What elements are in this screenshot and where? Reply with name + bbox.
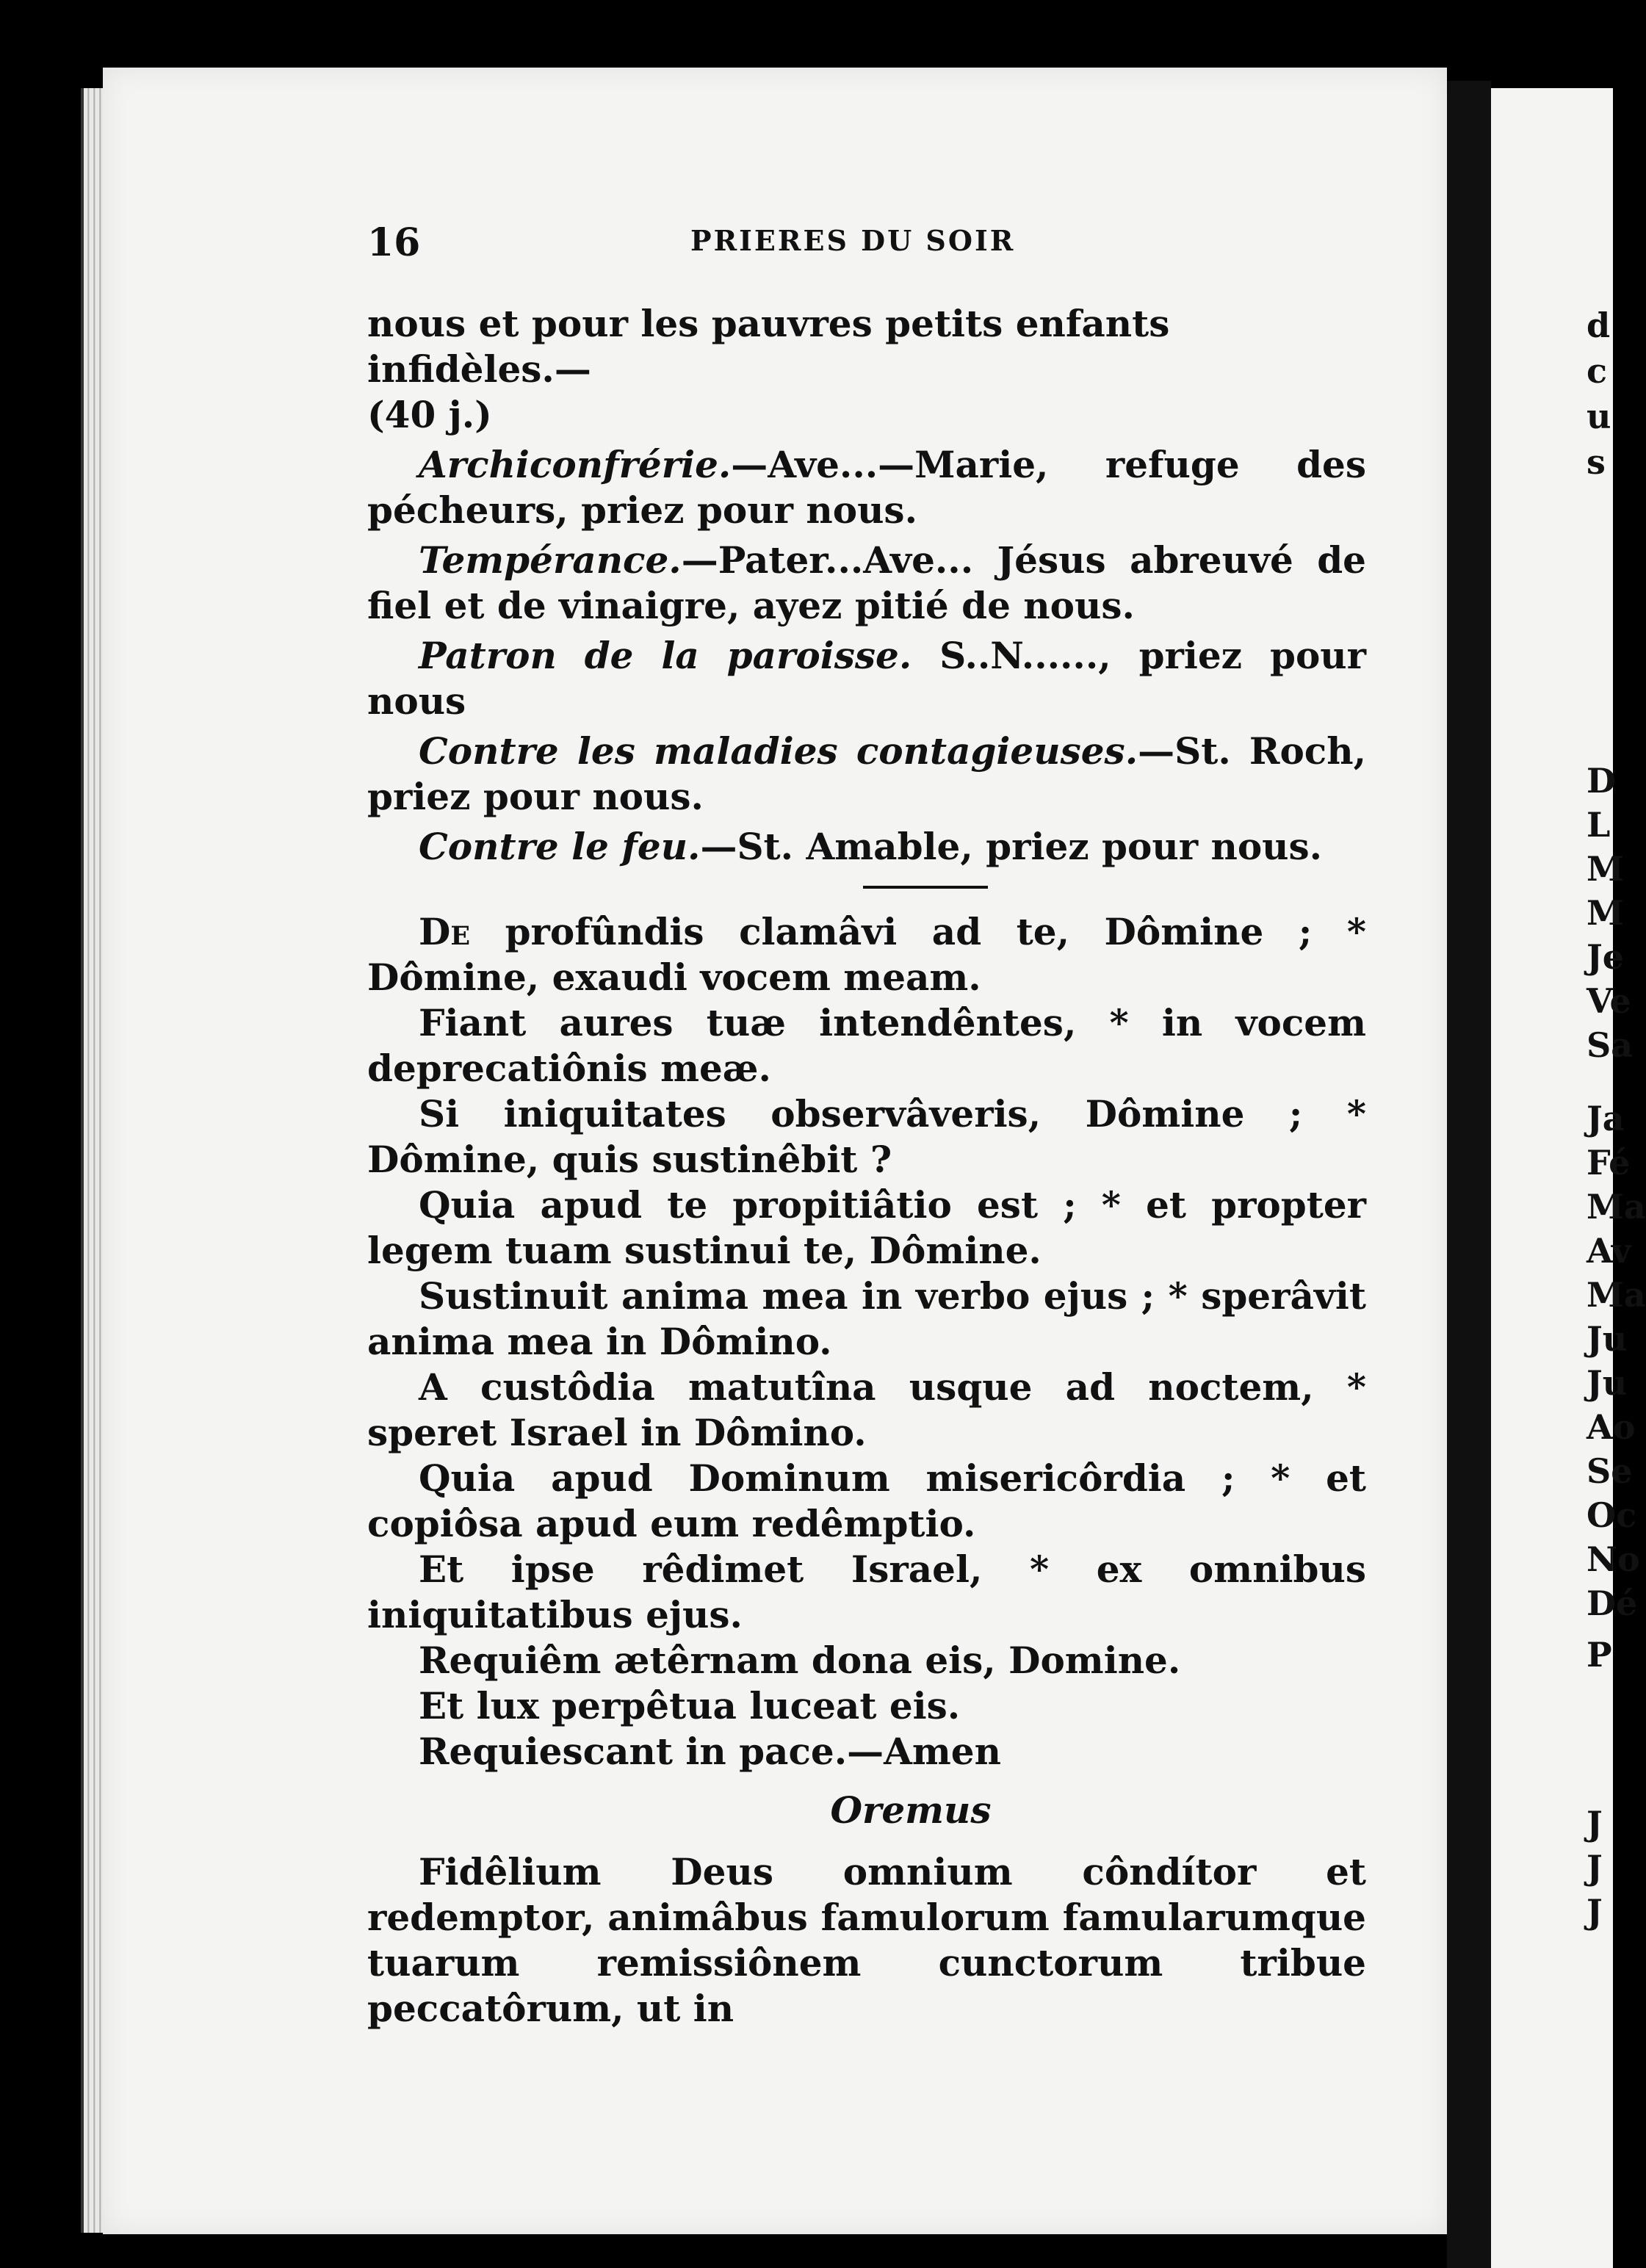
invocation — [367, 824, 1366, 870]
invocation-label: Contre le feu. — [419, 825, 701, 868]
psalm-opening-text: profûndis clamâvi ad te, Dômine ; * Dômine, exaudi vocem meam. — [367, 910, 1366, 999]
page-body — [367, 301, 1366, 2032]
invocation — [367, 442, 1366, 533]
refrain-line: Et lux perpêtua luceat eis. — [419, 1684, 961, 1727]
section-rule — [863, 886, 988, 889]
facing-page-fragment: D — [1587, 761, 1616, 801]
book-gutter — [1447, 81, 1491, 2268]
facing-page-fragment: Ju — [1587, 1363, 1628, 1403]
invocation — [367, 538, 1366, 629]
psalm-verse: Et ipse rêdimet Israel, * ex omnibus iniquitatibus ejus. — [367, 1547, 1366, 1636]
facing-page-fragment: Ja — [1587, 1099, 1625, 1138]
invocation-text: —Pater...Ave... Jésus abreuvé de fiel et de vinaigre, ayez pitié de nous. — [367, 538, 1366, 627]
facing-page-fragment: Sa — [1587, 1025, 1634, 1065]
facing-page-fragment: Dé — [1587, 1583, 1638, 1623]
intro-line-1: nous et pour les pauvres petits enfants infidèles.— — [367, 302, 1170, 391]
facing-page-fragment: M — [1587, 849, 1624, 889]
refrain-line: Requiêm ætêrnam dona eis, Domine. — [419, 1639, 1181, 1682]
facing-page-fragment: u — [1587, 397, 1611, 436]
invocation — [367, 729, 1366, 820]
facing-page-fragment: Ao — [1587, 1407, 1636, 1447]
page-number: 16 — [367, 220, 421, 265]
facing-page-fragment: s — [1587, 442, 1606, 482]
psalm-opening — [367, 909, 1366, 1000]
invocation-text: —Ave...—Marie, refuge des pécheurs, priez pour nous. — [367, 443, 1366, 532]
invocation — [367, 633, 1366, 724]
invocation-label: Tempérance. — [419, 538, 682, 582]
facing-page-fragment: Ma — [1587, 1187, 1646, 1227]
intro-paragraph — [367, 301, 1366, 438]
facing-page-fragment: P — [1587, 1635, 1612, 1675]
facing-page-fragment: Ju — [1587, 1319, 1628, 1359]
invocation-label: Archiconfrérie. — [419, 443, 732, 486]
facing-page-fragment: Ve — [1587, 981, 1631, 1021]
facing-page-fragment: Je — [1587, 937, 1625, 977]
psalm-verse: Sustinuit anima mea in verbo ejus ; * sperâvit anima mea in Dômino. — [367, 1274, 1366, 1363]
facing-page-fragment: Fé — [1587, 1143, 1631, 1182]
oremus-prayer: Fidêlium Deus omnium côndítor et redemptor, animâbus famulorum famularumque tuarum remissiônem cunctorum tribue peccatôrum, ut in — [367, 1850, 1366, 2030]
psalm-initial: De — [419, 910, 471, 953]
facing-page-fragment: L — [1587, 805, 1611, 845]
psalm-verse: Quia apud te propitiâtio est ; * et propter legem tuam sustinui te, Dômine. — [367, 1183, 1366, 1272]
facing-page-fragment: No — [1587, 1539, 1640, 1579]
facing-page-fragment: J — [1587, 1804, 1603, 1843]
intro-line-2: (40 j.) — [367, 393, 492, 436]
invocation-text: —St. Roch, priez pour nous. — [367, 729, 1366, 818]
psalm-verse: A custôdia matutîna usque ad noctem, * speret Israel in Dômino. — [367, 1365, 1366, 1454]
facing-page-fragment: d — [1587, 306, 1611, 345]
psalm-verse: Quia apud Dominum misericôrdia ; * et copiôsa apud eum redêmptio. — [367, 1456, 1366, 1545]
invocation-text: S..N......, priez pour nous — [367, 634, 1366, 723]
facing-page-fragment: Se — [1587, 1451, 1633, 1491]
facing-page-fragment: J — [1587, 1848, 1603, 1888]
refrain-line: Requiescant in pace.—Amen — [419, 1730, 1001, 1773]
invocation-text: —St. Amable, priez pour nous. — [700, 825, 1323, 868]
facing-page-fragment: M — [1587, 893, 1624, 933]
running-title: PRIERES DU SOIR — [690, 224, 1016, 257]
facing-page-fragment: c — [1587, 351, 1608, 391]
oremus-heading: Oremus — [830, 1788, 992, 1832]
facing-page-fragment: Oc — [1587, 1495, 1637, 1535]
invocation-label: Patron de la paroisse. — [419, 634, 912, 677]
psalm-verse: Si iniquitates observâveris, Dômine ; * Dômine, quis sustinêbit ? — [367, 1092, 1366, 1181]
facing-page-fragment: J — [1587, 1892, 1603, 1932]
facing-page-fragment: Av — [1587, 1231, 1631, 1271]
facing-page — [1491, 88, 1646, 2268]
facing-page-fragment: Ma — [1587, 1275, 1646, 1315]
invocation-label: Contre les maladies contagieuses. — [419, 729, 1138, 773]
psalm-verse: Fiant aures tuæ intendêntes, * in vocem deprecatiônis meæ. — [367, 1001, 1366, 1090]
page-header — [367, 220, 1396, 264]
